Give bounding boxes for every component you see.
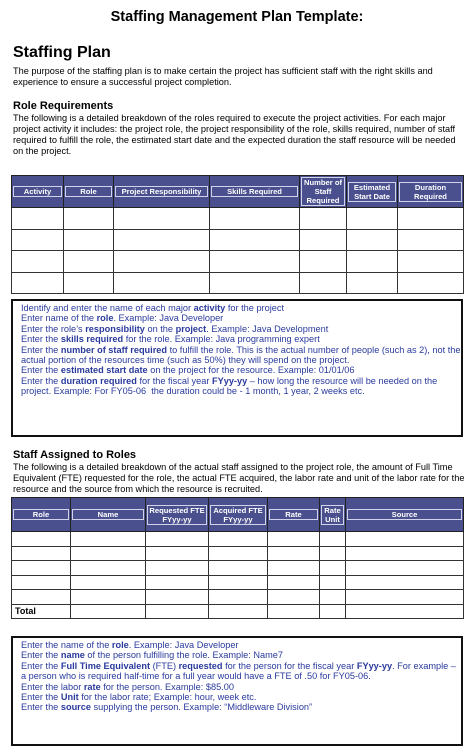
staff-table-cell[interactable] — [268, 546, 320, 561]
role-table-cell[interactable] — [398, 272, 464, 294]
role-table-cell[interactable] — [64, 208, 114, 230]
staff-table-row — [12, 546, 464, 561]
staff-table-cell[interactable] — [71, 532, 146, 547]
staff-table-cell[interactable] — [320, 532, 346, 547]
role-table-cell[interactable] — [64, 229, 114, 251]
staff-table-cell[interactable] — [209, 532, 268, 547]
role-table-cell[interactable] — [114, 208, 210, 230]
role-table-row — [12, 272, 464, 294]
staff-table-total-row — [12, 604, 464, 618]
role-table-cell[interactable] — [12, 208, 64, 230]
staff-table-cell[interactable] — [12, 532, 71, 547]
staff-table-cell[interactable] — [346, 546, 464, 561]
role-table-row — [12, 208, 464, 230]
staff-table-cell[interactable] — [12, 575, 71, 590]
role-table-header-2: Project Responsibility — [114, 176, 210, 208]
role-note-line-4: Enter the number of staff required to fulfill the role. This is the actual number of people (such as 2), not the actual portion of the resources time (such as 50%) they will spend on the project. — [21, 344, 464, 366]
role-table-cell[interactable] — [347, 229, 398, 251]
staff-note-line-4: Enter the Unit for the labor rate; Example: hour, week etc. — [21, 692, 257, 703]
staff-table-total-cell[interactable] — [346, 604, 464, 618]
role-table-cell[interactable] — [398, 229, 464, 251]
staff-table-header-row — [12, 498, 464, 532]
staff-table-row — [12, 532, 464, 547]
staff-note-line-2: Enter the Full Time Equivalent (FTE) requested for the person for the fiscal year FYyy-yy. For example – a person who is required half-time for a full year would have a FTE of .50 for FY05-06. — [21, 660, 459, 682]
staff-table-cell[interactable] — [209, 546, 268, 561]
role-table-cell[interactable] — [210, 208, 300, 230]
role-table-header-3: Skills Required — [210, 176, 300, 208]
staff-table-total-cell[interactable] — [320, 604, 346, 618]
role-requirements-intro: The following is a detailed breakdown of the roles required to execute the project activities. For each major project activity it includes: the project role, the project responsibility of the role, skills required, number of staff required to fulfill the role, the estimated start date and the expected duration the staff resource will be needed on the project. — [13, 113, 456, 156]
role-note-line-6: Enter the duration required for the fiscal year FYyy-yy – how long the resource will be needed on the project. Example: For FY05-06 the duration could be - 1 month, 1 year, 2 weeks etc. — [21, 375, 440, 397]
role-table-cell[interactable] — [347, 272, 398, 294]
staff-table-cell[interactable] — [320, 546, 346, 561]
role-note-line-5: Enter the estimated start date on the project for the resource. Example: 01/01/06 — [21, 365, 355, 376]
staff-table-cell[interactable] — [71, 590, 146, 605]
role-table-header-0: Activity — [12, 176, 64, 208]
role-table-cell[interactable] — [210, 272, 300, 294]
role-table-row — [12, 251, 464, 273]
staff-table-header-3: Acquired FTE FYyy-yy — [209, 498, 268, 532]
staff-table-cell[interactable] — [320, 590, 346, 605]
staff-table-cell[interactable] — [209, 590, 268, 605]
role-note-line-2: Enter the role’s responsibility on the project. Example: Java Development — [21, 323, 329, 334]
role-instructions-box — [11, 299, 463, 437]
staff-table-cell[interactable] — [71, 575, 146, 590]
role-note-line-0: Identify and enter the name of each major activity for the project — [21, 303, 285, 313]
staff-table-cell[interactable] — [346, 561, 464, 576]
staff-note-line-1: Enter the name of the person fulfilling the role. Example: Name7 — [21, 650, 284, 661]
role-table-cell[interactable] — [64, 251, 114, 273]
staff-table-cell[interactable] — [320, 561, 346, 576]
staff-note-line-3: Enter the labor rate for the person. Example: $85.00 — [21, 681, 234, 692]
staff-table-cell[interactable] — [268, 532, 320, 547]
role-table-cell[interactable] — [64, 272, 114, 294]
staff-table-cell[interactable] — [71, 561, 146, 576]
role-table-cell[interactable] — [12, 229, 64, 251]
staff-note-line-0: Enter the name of the role. Example: Java Developer — [21, 640, 239, 650]
role-table-header-1: Role — [64, 176, 114, 208]
staff-table-row — [12, 590, 464, 605]
staff-assigned-intro: The following is a detailed breakdown of the actual staff assigned to the project role, the amount of Full Time Equivalent (FTE) requested for the role, the actual FTE acquired, the labor rate and unit of the labor rate for the resource and the source from which the resource is recruited. — [13, 462, 465, 494]
staff-assigned-table — [11, 497, 464, 619]
staff-table-cell[interactable] — [346, 575, 464, 590]
staff-table-cell[interactable] — [12, 546, 71, 561]
total-label: Total — [12, 604, 71, 618]
staff-table-cell[interactable] — [146, 532, 209, 547]
role-table-cell[interactable] — [114, 272, 210, 294]
staff-table-header-2: Requested FTE FYyy-yy — [146, 498, 209, 532]
staff-table-header-6: Source — [346, 498, 464, 532]
role-note-line-1: Enter name of the role. Example: Java Developer — [21, 313, 224, 324]
role-table-cell[interactable] — [300, 272, 347, 294]
staff-table-cell[interactable] — [146, 561, 209, 576]
role-table-cell[interactable] — [300, 251, 347, 273]
staff-table-cell[interactable] — [268, 561, 320, 576]
role-requirements-table — [11, 175, 464, 294]
role-table-cell[interactable] — [347, 208, 398, 230]
role-table-cell[interactable] — [210, 251, 300, 273]
staff-table-cell[interactable] — [12, 561, 71, 576]
role-table-cell[interactable] — [12, 272, 64, 294]
staff-table-cell[interactable] — [346, 532, 464, 547]
role-table-cell[interactable] — [114, 251, 210, 273]
staff-table-cell[interactable] — [346, 590, 464, 605]
staff-table-cell[interactable] — [146, 590, 209, 605]
staff-table-total-cell[interactable] — [146, 604, 209, 618]
staff-table-header-0: Role — [12, 498, 71, 532]
role-table-cell[interactable] — [347, 251, 398, 273]
document-title: Staffing Management Plan Template: — [110, 9, 364, 25]
role-requirements-heading: Role Requirements — [13, 100, 114, 112]
role-table-cell[interactable] — [12, 251, 64, 273]
staff-table-cell[interactable] — [268, 575, 320, 590]
staff-instructions-box — [11, 636, 463, 746]
role-table-header-row — [12, 176, 464, 208]
staff-table-cell[interactable] — [268, 590, 320, 605]
role-table-cell[interactable] — [300, 208, 347, 230]
staff-table-cell[interactable] — [146, 546, 209, 561]
role-table-cell[interactable] — [114, 229, 210, 251]
staff-table-total-cell[interactable] — [209, 604, 268, 618]
staff-table-header-1: Name — [71, 498, 146, 532]
staff-table-header-4: Rate — [268, 498, 320, 532]
staff-table-row — [12, 575, 464, 590]
staff-table-cell[interactable] — [209, 561, 268, 576]
staff-note-line-5: Enter the source supplying the person. Example: “Middleware Division” — [21, 702, 313, 713]
role-table-header-4: Number of Staff Required — [300, 176, 347, 208]
staffing-plan-heading: Staffing Plan — [13, 44, 111, 61]
staffing-plan-intro: The purpose of the staffing plan is to make certain the project has sufficient staff with the right skills and experience to ensure a successful project completion. — [13, 66, 433, 87]
role-table-row — [12, 229, 464, 251]
staff-table-row — [12, 561, 464, 576]
role-table-header-6: Duration Required — [398, 176, 464, 208]
staff-assigned-heading: Staff Assigned to Roles — [13, 449, 137, 461]
role-table-cell[interactable] — [398, 208, 464, 230]
staff-table-cell[interactable] — [209, 575, 268, 590]
staff-table-total-cell[interactable] — [71, 604, 146, 618]
staff-table-total-cell[interactable] — [268, 604, 320, 618]
staff-table-cell[interactable] — [71, 546, 146, 561]
role-table-cell[interactable] — [210, 229, 300, 251]
role-table-cell[interactable] — [300, 229, 347, 251]
role-table-header-5: Estimated Start Date — [347, 176, 398, 208]
staff-table-cell[interactable] — [146, 575, 209, 590]
staff-table-cell[interactable] — [320, 575, 346, 590]
staff-table-cell[interactable] — [12, 590, 71, 605]
role-note-line-3: Enter the skills required for the role. Example: Java programming expert — [21, 334, 320, 345]
staff-table-header-5: Rate Unit — [320, 498, 346, 532]
role-table-cell[interactable] — [398, 251, 464, 273]
